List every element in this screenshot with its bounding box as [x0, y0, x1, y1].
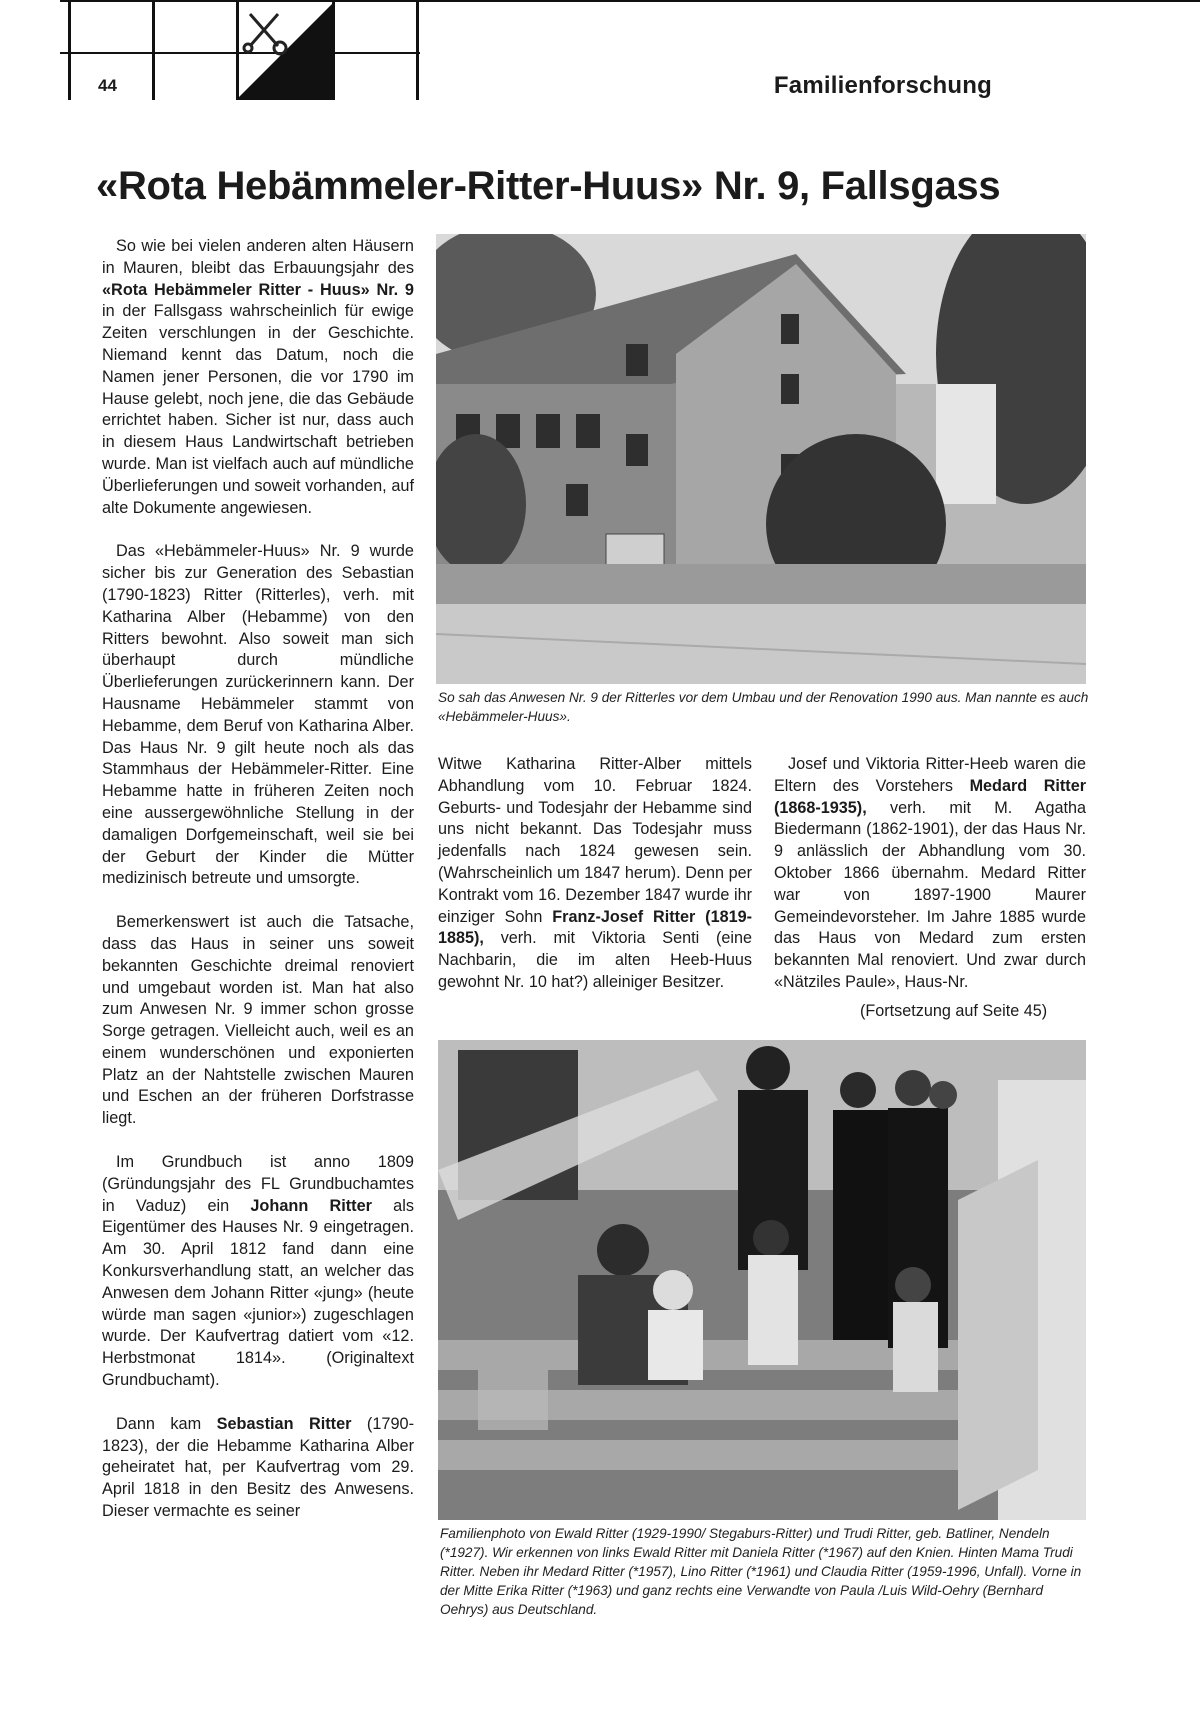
- text: Im Grundbuch ist anno 1809 (Gründungsjahr des FL Grundbuchamtes in Vaduz) ein: [102, 1153, 414, 1215]
- top-border: [60, 0, 1200, 2]
- bold-text: Medard Ritter (1868-1935),: [774, 776, 1086, 817]
- photo-caption: Familienphoto von Ewald Ritter (1929-1990/ Stegaburs-Ritter) und Trudi Ritter, geb. Batliner, Nendeln (*1927). Wir erkennen von links Ewald Ritter mit Daniela Ritter (*1967) auf den Knien. Hinten Mama Trudi Ritter. Neben ihr Medard Ritter (*1957), Lino Ritter (*1961) und Claudia Ritter (1959-1996, Unfall). Vorne in der Mitte Erika Ritter (*1963) und ganz rechts eine Verwandte von Paula /Luis Wild-Oehry (Bernhard Oehrys) aus Deutschland.: [440, 1526, 1082, 1617]
- text: in der Fallsgass wahrscheinlich für ewige Zeiten verschlungen in der Geschichte. Niemand kennt das Datum, noch die Namen jener Personen, die vor 1790 im Hause gelebt, noch jene, die das Gebäude errichtet haben. Sicher ist nur, dass auch in diesem Haus Landwirtschaft betrieben wurde. Man ist vielfach auch auf mündliche Überlieferungen und soweit vorhanden, auf alte Dokumente angewiesen.: [102, 302, 414, 517]
- text: So wie bei vielen anderen alten Häusern in Mauren, bleibt das Erbauungsjahr des: [102, 237, 414, 277]
- photo-caption: So sah das Anwesen Nr. 9 der Ritterles vor dem Umbau und der Renovation 1990 aus. Man nannte es auch «Hebämmeler-Huus».: [438, 690, 1089, 724]
- page-title: «Rota Hebämmeler-Ritter-Huus» Nr. 9, Fallsgass: [96, 164, 1001, 208]
- text: Witwe Katharina Ritter-Alber mittels Abhandlung vom 10. Februar 1824. Geburts- und Todesjahr der Hebamme sind uns nicht bekannt. Das Todesjahr muss jedenfalls nach 1824 gewesen sein.(Wahrscheinlich um 1847 herum). Denn per Kontrakt vom 16. Dezember 1847 wurde ihr einziger Sohn: [438, 755, 752, 926]
- paragraph: [438, 754, 752, 994]
- bold-text: Sebastian Ritter: [216, 1414, 352, 1433]
- header-rule: [68, 0, 71, 100]
- section-title: Familienforschung: [773, 72, 992, 99]
- text: verh. mit Viktoria Senti (eine Nachbarin, die im alten Heeb-Huus gewohnt Nr. 10 hat?) alleiniger Besitzer.: [438, 929, 752, 991]
- page-number: 44: [98, 76, 117, 95]
- text: Josef und Viktoria Ritter-Heeb waren die Eltern des Vorstehers: [774, 755, 1086, 795]
- text: (1790-1823), der die Hebamme Katharina Alber geheiratet hat, per Kaufvertrag vom 29. April 1818 in den Besitz des Anwesens. Dieser vermachte es seiner: [102, 1414, 414, 1521]
- header-rule: [152, 0, 155, 100]
- text: verh. mit M. Agatha Biedermann (1862-1901), der das Haus Nr. 9 anlässlich der Abhandlung vom 30. Oktober 1866 übernahm. Medard Ritter war von 1897-1900 Maurer Gemeindevorsteher. Im Jahre 1885 wurde das Haus von Medard zum ersten bekannten Mal renoviert. Und zwar durch «Nätziles Paule», Haus-Nr.: [774, 798, 1086, 991]
- bold-text: Franz-Josef Ritter (1819-1885),: [438, 907, 752, 948]
- continuation-note: (Fortsetzung auf Seite 45): [860, 1002, 1048, 1020]
- house-photo: [436, 234, 1086, 684]
- header-rule: [332, 0, 335, 100]
- bold-text: «Rota Hebämmeler Ritter - Huus» Nr. 9: [102, 280, 414, 299]
- header-rule: [416, 0, 419, 100]
- paragraph: [102, 1414, 414, 1523]
- left-column: [102, 236, 414, 1545]
- paragraph: [774, 754, 1086, 994]
- text: Dann kam: [116, 1414, 217, 1433]
- paragraph: Bemerkenswert ist auch die Tatsache, dass das Haus in seiner uns soweit bekannten Geschichte dreimal renoviert und umgebaut worden ist. Man hat also zum Anwesen Nr. 9 immer schon grosse Sorge getragen. Vielleicht auch, weil es an einem wunderschönen und exponierten Platz an der Nahtstelle zwischen Mauren und Eschen an der früheren Dorfstrasse liegt.: [102, 913, 414, 1128]
- paragraph: [102, 1152, 414, 1392]
- crossed-keys-emblem-icon: [236, 4, 332, 100]
- paragraph: [102, 236, 414, 519]
- right-column: [774, 754, 1086, 994]
- bold-text: Johann Ritter: [250, 1196, 372, 1215]
- middle-column: [438, 754, 752, 994]
- text: als Eigentümer des Hauses Nr. 9 eingetragen. Am 30. April 1812 fand dann eine Konkursverhandlung statt, an welcher das Anwesen dem Johann Ritter «jung» (heute würde man sagen «junior») zugeschlagen wurde. Der Kaufvertrag datiert vom «12. Herbstmonat 1814». (Originaltext Grundbuchamt).: [102, 1196, 414, 1390]
- paragraph: Das «Hebämmeler-Huus» Nr. 9 wurde sicher bis zur Generation des Sebastian (1790-1823) Ritter (Ritterles), verh. mit Katharina Alber (Hebamme) von den Ritters bewohnt. Also soweit man sich überhaupt durch mündliche Überlieferungen zurückerinnern kann. Der Hausname Hebämmeler stammt von Hebamme, dem Beruf von Katharina Alber. Das Haus Nr. 9 gilt heute noch als das Stammhaus der Hebämmeler-Ritter. Eine Hebamme hatte in früheren Zeiten noch eine aussergewöhnliche Stellung in der damaligen Dorfgemeinschaft, weil sie bei der Geburt der Kinder die Mütter medizinisch betreute und umsorgte.: [102, 542, 414, 888]
- family-photo: [438, 1040, 1086, 1520]
